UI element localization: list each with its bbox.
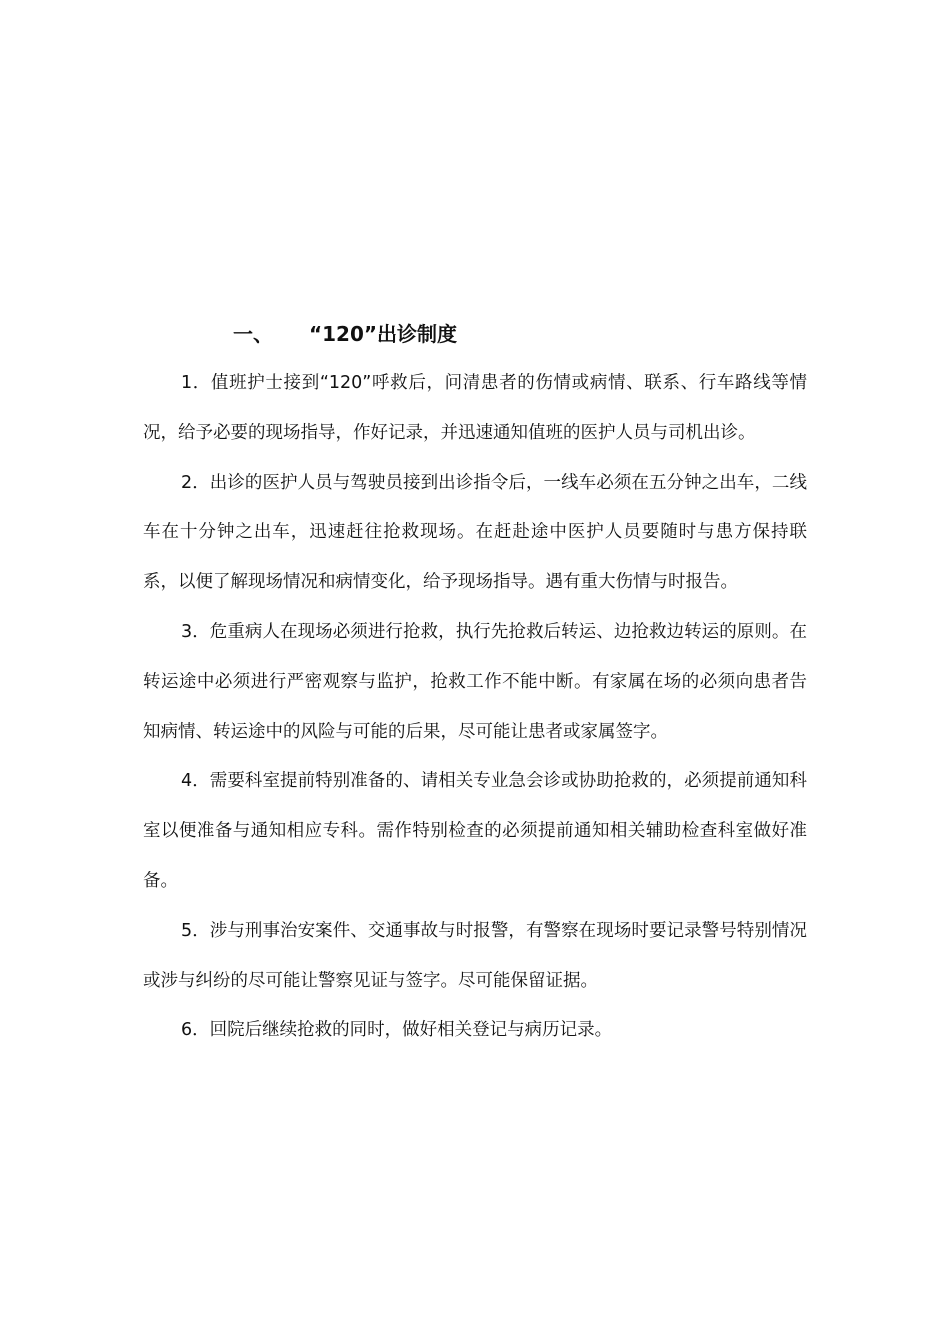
section-title: “120”出诊制度 xyxy=(309,322,458,346)
section-heading xyxy=(233,318,457,350)
section-number: 一、 xyxy=(233,322,273,346)
paragraph-6: 6．回院后继续抢救的同时，做好相关登记与病历记录。 xyxy=(181,1020,613,1041)
paragraph-3: 3．危重病人在现场必须进行抢救，执行先抢救后转运、边抢救边转运的原则。在转运途中必须进行严密观察与监护，抢救工作不能中断。有家属在场的必须向患者告知病情、转运途中的风险与可能的后果，尽可能让患者或家属签字。 xyxy=(143,621,807,742)
paragraph-5: 5．涉与刑事治安案件、交通事故与时报警，有警察在现场时要记录警号特别情况或涉与纠纷的尽可能让警察见证与签字。尽可能保留证据。 xyxy=(143,920,807,991)
paragraph-1: 1．值班护士接到“120”呼救后，问清患者的伤情或病情、联系、行车路线等情况，给予必要的现场指导，作好记录，并迅速通知值班的医护人员与司机出诊。 xyxy=(143,373,807,443)
document-body xyxy=(143,359,807,1056)
paragraph-4: 4．需要科室提前特别准备的、请相关专业急会诊或协助抢救的，必须提前通知科室以便准备与通知相应专科。需作特别检查的必须提前通知相关辅助检查科室做好准备。 xyxy=(143,771,807,891)
paragraph-2: 2．出诊的医护人员与驾驶员接到出诊指令后，一线车必须在五分钟之出车，二线车在十分钟之出车，迅速赶往抢救现场。在赶赴途中医护人员要随时与患方保持联系，以便了解现场情况和病情变化，给予现场指导。遇有重大伤情与时报告。 xyxy=(143,472,807,593)
